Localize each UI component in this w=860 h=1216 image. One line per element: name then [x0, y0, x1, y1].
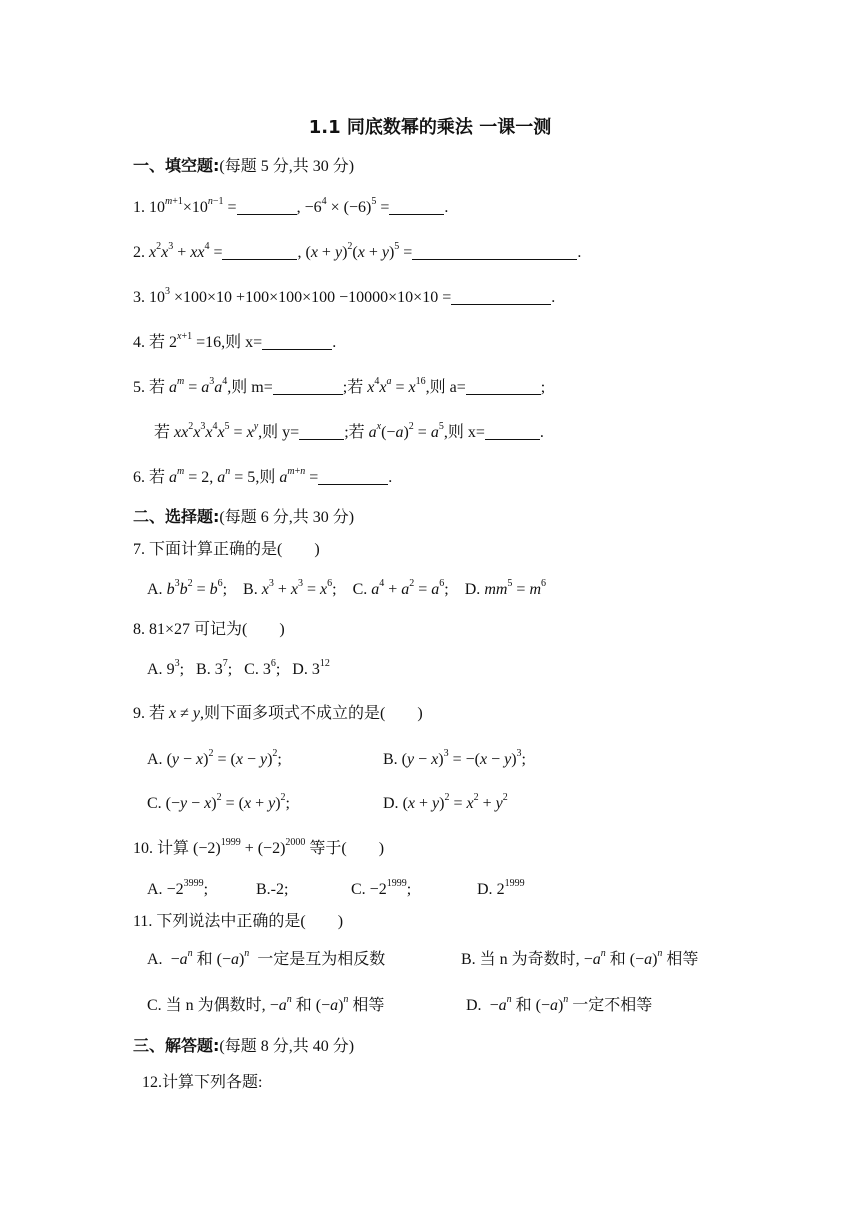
question-8-options	[147, 660, 330, 680]
question-number: 7.	[133, 541, 145, 558]
answer-blank[interactable]	[485, 423, 540, 440]
option-b[interactable]: B. $3^7$;	[196, 658, 233, 678]
section-heading-1-note: (每题 5 分,共 30 分)	[219, 158, 355, 175]
section-heading-3-label: 三、解答题:	[133, 1036, 220, 1055]
option-d[interactable]: D. $(x + y)^2 = x^2 + y^2$	[383, 792, 508, 812]
option-a[interactable]: A. $-a^n$ 和 $(-a)^n$ 一定是互为相反数	[147, 948, 386, 968]
question-number: 2.	[133, 244, 145, 261]
question-5-continued: 若 $xx^2x^3x^4x^5 = x^y$,则 y= ;若 $a^x(-a)^2 = a^5$,则 x= .	[154, 421, 544, 441]
question-3: 3. $10^3 \times 100\times 10 +100\times 100\times 100 -10000\times 10\times 10$ = .	[133, 286, 556, 306]
answer-blank[interactable]	[466, 378, 541, 395]
question-number: 5.	[133, 379, 145, 396]
question-number: 4.	[133, 334, 145, 351]
question-8: 8. 81×27 可记为( )	[133, 621, 285, 638]
option-a[interactable]: A. $b^3b^2 = b^6$;	[147, 578, 228, 598]
answer-blank[interactable]	[273, 378, 343, 395]
option-c[interactable]: C. $a^4 + a^2 = a^6$;	[352, 578, 449, 598]
section-heading-2-note: (每题 6 分,共 30 分)	[219, 509, 355, 526]
question-number: 1.	[133, 199, 145, 216]
answer-blank[interactable]	[299, 423, 344, 440]
option-c[interactable]: C. $3^6$;	[244, 658, 281, 678]
section-heading-3	[133, 1036, 354, 1057]
question-7-options	[147, 580, 546, 600]
option-d[interactable]: D. $mm^5 = m^6$	[464, 578, 547, 598]
section-heading-1	[133, 156, 354, 177]
answer-blank[interactable]	[389, 198, 444, 215]
question-12: 12.计算下列各题:	[142, 1074, 263, 1091]
question-11: 11. 下列说法中正确的是( )	[133, 913, 344, 930]
option-a[interactable]: A. $9^3$;	[147, 658, 185, 678]
answer-blank[interactable]	[262, 333, 332, 350]
section-heading-1-label: 一、填空题:	[133, 156, 220, 175]
option-c[interactable]: C. $(-y - x)^2 = (x + y)^2$;	[147, 792, 290, 812]
answer-blank[interactable]	[451, 288, 551, 305]
question-10: 10. 计算 $(-2)^{1999} + (-2)^{2000}$ 等于( )	[133, 837, 385, 857]
section-heading-3-note: (每题 8 分,共 40 分)	[219, 1038, 355, 1055]
answer-blank[interactable]	[237, 198, 297, 215]
answer-blank[interactable]	[222, 243, 297, 260]
question-1: 1. $10^{m+1}\times 10^{n-1}$ = , $-6^4 \times (-6)^5$ = .	[133, 196, 449, 216]
section-heading-2-label: 二、选择题:	[133, 507, 220, 526]
question-2: 2. $x^2x^3 + xx^4$ = , $(x + y)^2(x + y)^5$ = .	[133, 241, 582, 261]
option-b[interactable]: B.-2;	[256, 881, 289, 898]
option-a[interactable]: A. $(y - x)^2 = (x - y)^2$;	[147, 748, 282, 768]
option-d[interactable]: D. $-a^n$ 和 $(-a)^n$ 一定不相等	[466, 994, 653, 1014]
answer-blank[interactable]	[318, 468, 388, 485]
section-heading-2	[133, 507, 354, 528]
option-b[interactable]: B. $x^3 + x^3 = x^6$;	[243, 578, 337, 598]
option-d[interactable]: D. $2^{1999}$	[477, 878, 525, 898]
option-d[interactable]: D. $3^{12}$	[292, 658, 330, 678]
page-title: 1.1 同底数幂的乘法 一课一测	[308, 117, 552, 138]
question-7: 7. 下面计算正确的是( )	[133, 541, 320, 558]
question-6: 6. 若 $a^m = 2$, $a^n = 5$,则 $a^{m+n}$ = .	[133, 466, 393, 486]
question-4: 4. 若 $2^{x+1} =16$,则 x= .	[133, 331, 337, 351]
question-9: 9. 若 x ≠ y,则下面多项式不成立的是( )	[133, 705, 423, 722]
option-c[interactable]: C. $-2^{1999}$;	[351, 878, 412, 898]
answer-blank[interactable]	[412, 243, 577, 260]
question-number: 3.	[133, 289, 145, 306]
option-c[interactable]: C. 当 n 为偶数时, $-a^n$ 和 $(-a)^n$ 相等	[147, 994, 385, 1014]
question-5: 5. 若 $a^m = a^3a^4$,则 m= ;若 $x^4x^a = x^{16}$,则 a= ;	[133, 376, 546, 396]
option-b[interactable]: B. $(y - x)^3 = -(x - y)^3$;	[383, 748, 526, 768]
question-number: 6.	[133, 469, 145, 486]
option-b[interactable]: B. 当 n 为奇数时, $-a^n$ 和 $(-a)^n$ 相等	[461, 948, 699, 968]
option-a[interactable]: A. $-2^{3999}$;	[147, 878, 209, 898]
